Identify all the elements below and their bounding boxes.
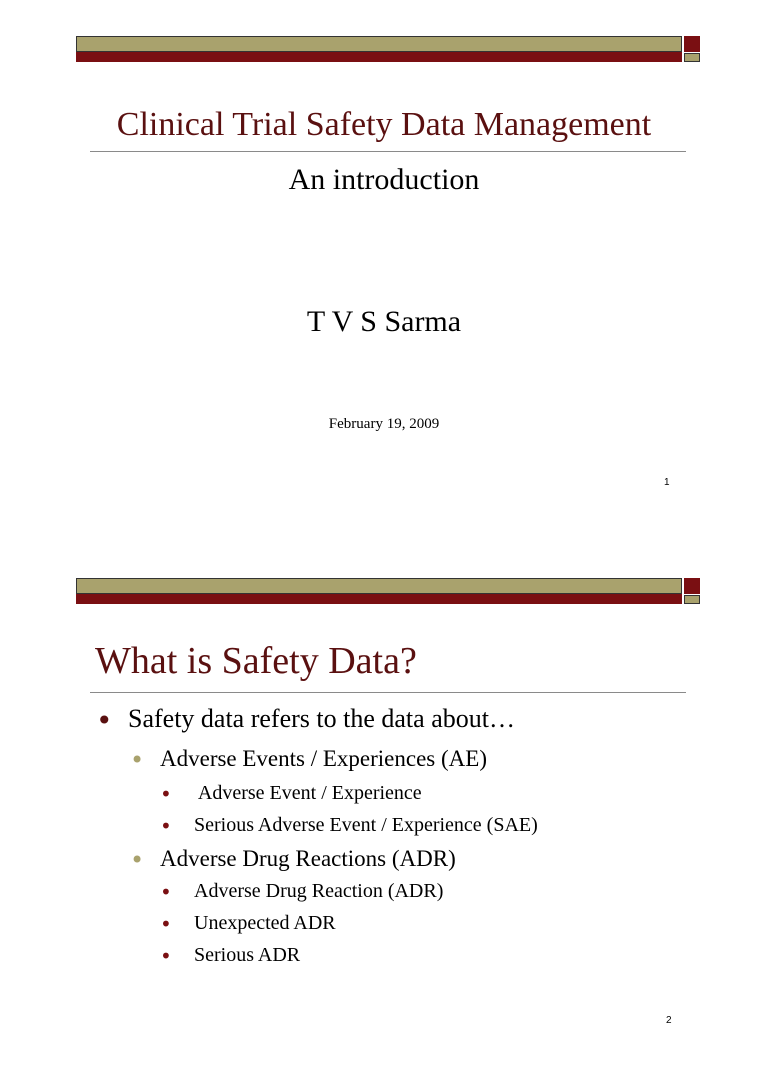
page-number: 2 [666,1015,672,1026]
bullet-item-level-3 [160,912,336,936]
title-underline [90,151,686,152]
slide-title: What is Safety Data? [95,640,417,682]
title-underline [90,692,686,693]
bullet-marker-icon: • [160,782,172,806]
slide-title: Clinical Trial Safety Data Management [116,106,652,143]
author-name: T V S Sarma [306,305,462,338]
slide-1 [0,0,768,530]
header-bar-maroon-square [684,36,700,52]
bullet-item-level-3 [160,814,538,838]
presentation-date: February 19, 2009 [328,416,440,432]
page-number: 1 [664,477,670,488]
bullet-text: Unexpected ADR [194,912,336,934]
bullet-text: Safety data refers to the data about… [128,704,515,733]
bullet-item-level-3 [160,944,301,968]
header-decoration-bar [76,36,700,63]
bullet-item-level-3 [160,880,444,904]
header-bar-olive-square [684,53,700,62]
bullet-item-level-2 [130,846,456,874]
header-bar-olive-stripe [76,578,682,594]
bullet-item-level-3 [160,782,422,806]
bullet-text: Adverse Events / Experiences (AE) [160,746,487,771]
header-bar-maroon-stripe [76,594,682,604]
header-bar-olive-square [684,595,700,604]
header-bar-maroon-square [684,578,700,594]
bullet-marker-icon: • [160,912,172,936]
bullet-marker-icon: • [130,746,145,774]
bullet-item-level-1 [96,704,515,737]
header-bar-olive-stripe [76,36,682,52]
slide-subtitle: An introduction [288,163,480,196]
header-decoration-bar [76,578,700,605]
bullet-marker-icon: • [160,814,172,838]
bullet-text: Adverse Event / Experience [194,782,422,804]
bullet-marker-icon: • [160,880,172,904]
bullet-marker-icon: • [160,944,172,968]
bullet-marker-icon: • [96,704,113,737]
bullet-text: Adverse Drug Reactions (ADR) [160,846,456,871]
bullet-text: Serious Adverse Event / Experience (SAE) [194,814,538,836]
header-bar-maroon-stripe [76,52,682,62]
bullet-item-level-2 [130,746,487,774]
bullet-text: Adverse Drug Reaction (ADR) [194,880,444,902]
slide-2 [0,542,768,1072]
bullet-text: Serious ADR [194,944,301,966]
bullet-marker-icon: • [130,846,145,874]
